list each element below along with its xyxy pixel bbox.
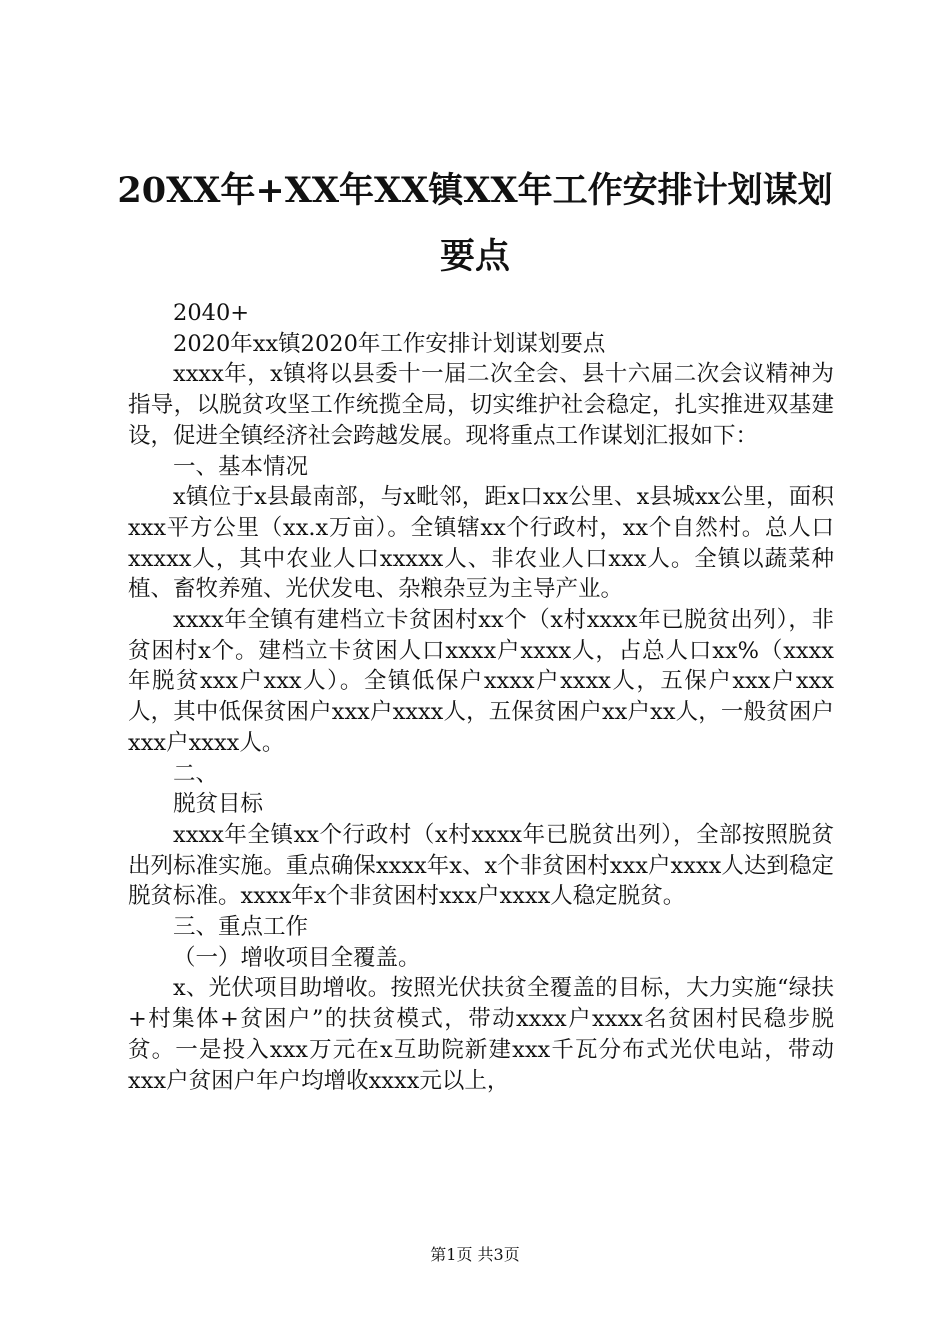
page-footer: 第1页 共3页 [430,1245,520,1264]
paragraph-ref-number: 2040+ [173,300,250,326]
paragraph-subtitle: 2020年xx镇2020年工作安排计划谋划要点 [173,330,606,357]
paragraph-poverty-target: xxxx年全镇xx个行政村（x村xxxx年已脱贫出列），全部按照脱贫出列标准实施。重点确保xxxx年x、x个非贫困村xxx户xxxx人达到稳定脱贫标准。xxxx年x个非贫困村xxx户xxxx人稳定脱贫。 [128,821,834,910]
section-heading-basic-situation: 一、基本情况 [173,453,309,480]
section-heading-key-work: 三、重点工作 [173,914,309,941]
section-number-two: 二、 [173,760,219,787]
paragraph-intro: xxxx年，x镇将以县委十一届二次全会、县十六届二次会议精神为指导，以脱贫攻坚工作统揽全局，切实维护社会稳定，扎实推进双基建设，促进全镇经济社会跨越发展。现将重点工作谋划汇报如下： [128,361,834,449]
paragraph-poverty-stats: xxxx年全镇有建档立卡贫困村xx个（x村xxxx年已脱贫出列），非贫困村x个。建档立卡贫困人口xxxx户xxxx人，占总人口xx%（xxxx年脱贫xxx户xxx人）。全镇低保户xxxx户xxxx人，五保户xxx户xxx人，其中低保贫困户xxx户xxxx人，五保贫困户xx户xx人，一般贫困户xxx户xxxx人。 [128,607,834,756]
document-body [128,298,834,1096]
paragraph-basic-situation: x镇位于x县最南部，与x毗邻，距x口xx公里、x县城xx公里，面积xxx平方公里（xx.x万亩）。全镇辖xx个行政村，xx个自然村。总人口xxxxx人，其中农业人口xxxxx人、非农业人口xxx人。全镇以蔬菜种植、畜牧养殖、光伏发电、杂粮杂豆为主导产业。 [128,484,834,603]
document-title: 20XX年+XX年XX镇XX年工作安排计划谋划要点 [117,170,833,277]
paragraph-solar-project: x、光伏项目助增收。按照光伏扶贫全覆盖的目标，大力实施“绿扶+村集体+贫困户”的扶贫模式，带动xxxx户xxxx名贫困村民稳步脱贫。一是投入xxx万元在x互助院新建xxx千瓦分布式光伏电站，带动xxx户贫困户年户均增收xxxx元以上， [128,975,834,1094]
subsection-heading-income-projects: （一）增收项目全覆盖。 [173,944,421,971]
section-heading-poverty-target: 脱贫目标 [173,791,264,818]
